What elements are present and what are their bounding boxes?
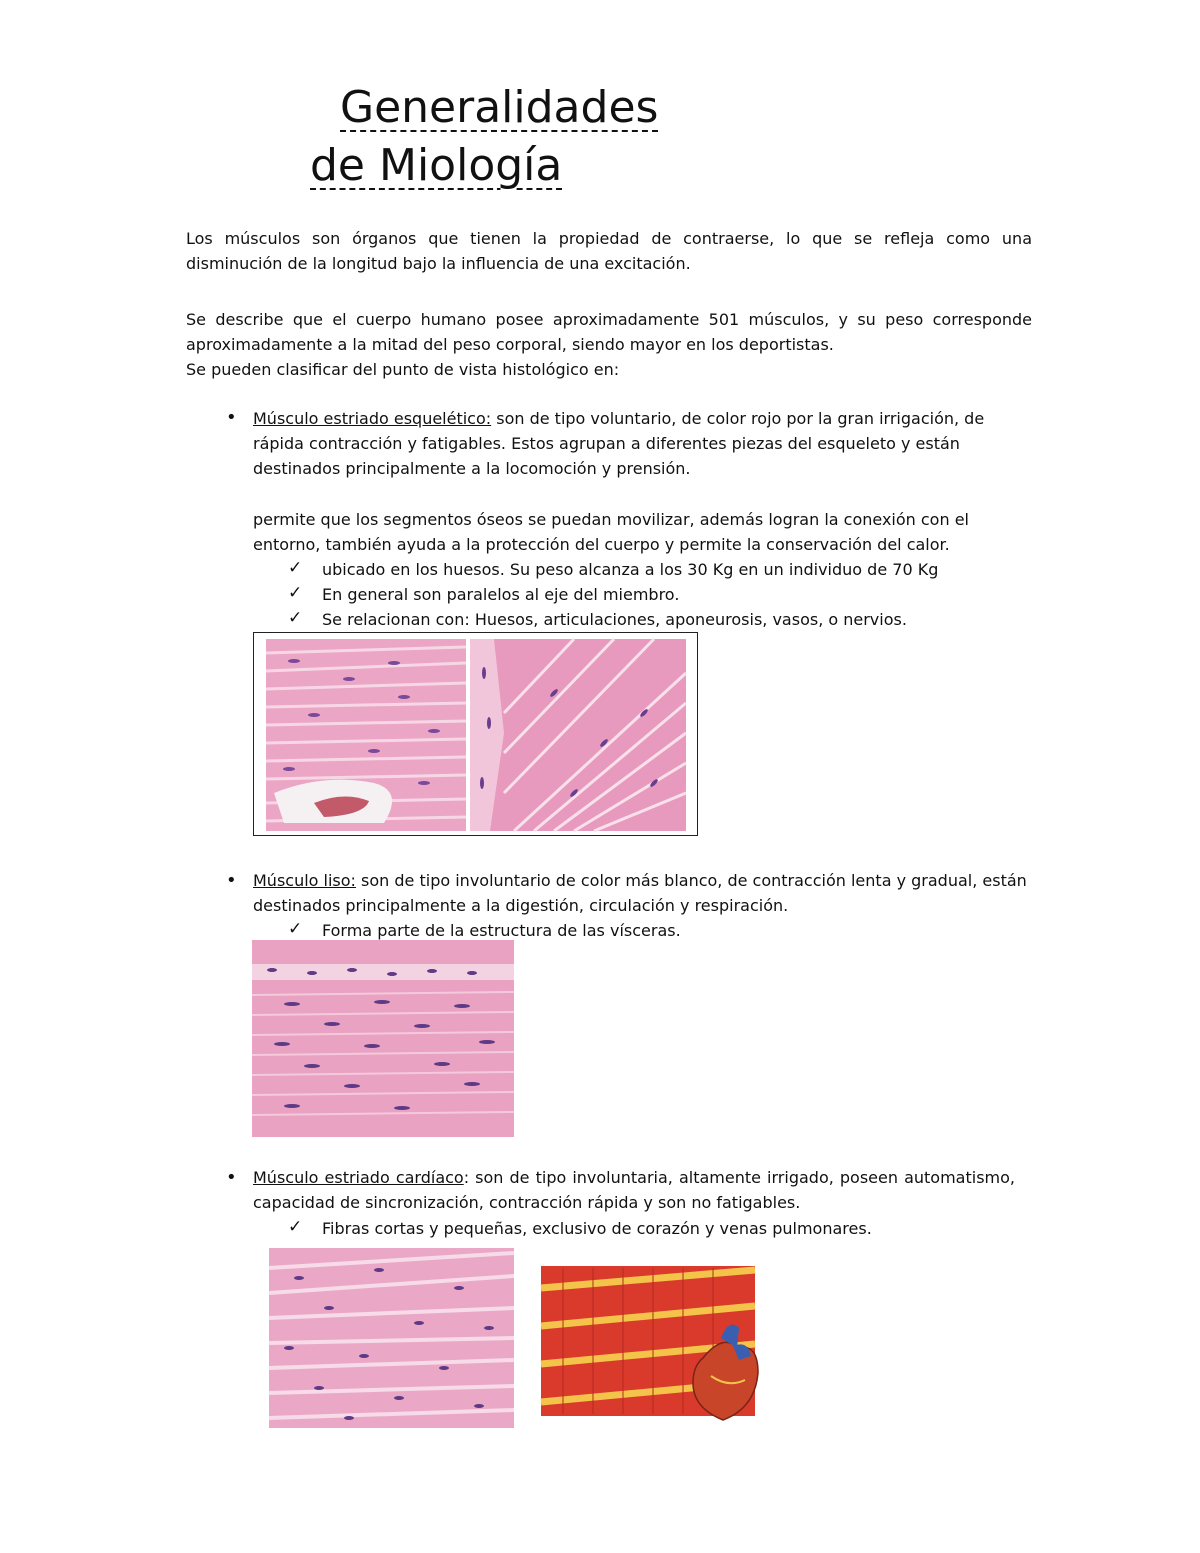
smooth-muscle-text [253,868,1033,918]
intro-paragraph-1: Los músculos son órganos que tienen la propiedad de contraerse, lo que se refleja como una disminución de la longitud bajo la influencia de una excitación. [186,229,1032,273]
bullet-icon: • [226,870,237,891]
checkmark-icon: ✓ [288,608,303,628]
cardiac-muscle-description: : son de tipo involuntaria, altamente irrigado, poseen automatismo, capacidad de sincronización, contracción rápida y son no fatigables. [253,1168,1015,1212]
checkmark-icon: ✓ [288,583,303,603]
skeletal-muscle-extra: permite que los segmentos óseos se puedan movilizar, además logran la conexión con el entorno, también ayuda a la protección del cuerpo y permite la conservación del calor. [253,510,969,554]
cardiac-check-1: Fibras cortas y pequeñas, exclusivo de corazón y venas pulmonares. [322,1219,872,1238]
smooth-muscle-description: son de tipo involuntario de color más blanco, de contracción lenta y gradual, están destinados principalmente a la digestión, circulación y respiración. [253,871,1027,915]
checkmark-icon: ✓ [288,558,303,578]
skeletal-muscle-description: son de tipo voluntario, de color rojo por la gran irrigación, de rápida contracción y fatigables. Estos agrupan a diferentes piezas del esqueleto y están destinados principalmente a la locomoción y prensión. [253,409,985,478]
smooth-muscle-term: Músculo liso: [253,871,356,890]
cardiac-histology-image [269,1248,514,1428]
bullet-icon: • [226,1167,237,1188]
smooth-histology-image [252,940,514,1137]
cardiac-muscle-term: Músculo estriado cardíaco [253,1168,464,1187]
page-title-line-1: Generalidades [340,82,659,133]
checkmark-icon: ✓ [288,919,303,939]
cardiac-muscle-text [253,1165,1015,1215]
skeletal-histology-image [253,632,698,836]
bullet-icon: • [226,407,237,428]
skeletal-muscle-term: Músculo estriado esquelético: [253,409,492,428]
smooth-check-1: Forma parte de la estructura de las vísceras. [322,921,681,940]
skeletal-check-2: En general son paralelos al eje del miembro. [322,585,680,604]
cardiac-illustration-image [533,1248,763,1428]
intro-paragraph-2: Se describe que el cuerpo humano posee aproximadamente 501 músculos, y su peso corresponde aproximadamente a la mitad del peso corporal, siendo mayor en los deportistas. [186,310,1032,354]
checkmark-icon: ✓ [288,1217,303,1237]
skeletal-check-1: ubicado en los huesos. Su peso alcanza a los 30 Kg en un individuo de 70 Kg [322,560,939,579]
skeletal-check-3: Se relacionan con: Huesos, articulaciones, aponeurosis, vasos, o nervios. [322,610,907,629]
page-title-line-2: de Miología [310,140,563,191]
intro-paragraph-3: Se pueden clasificar del punto de vista histológico en: [186,360,620,379]
skeletal-muscle-text [253,406,1033,481]
